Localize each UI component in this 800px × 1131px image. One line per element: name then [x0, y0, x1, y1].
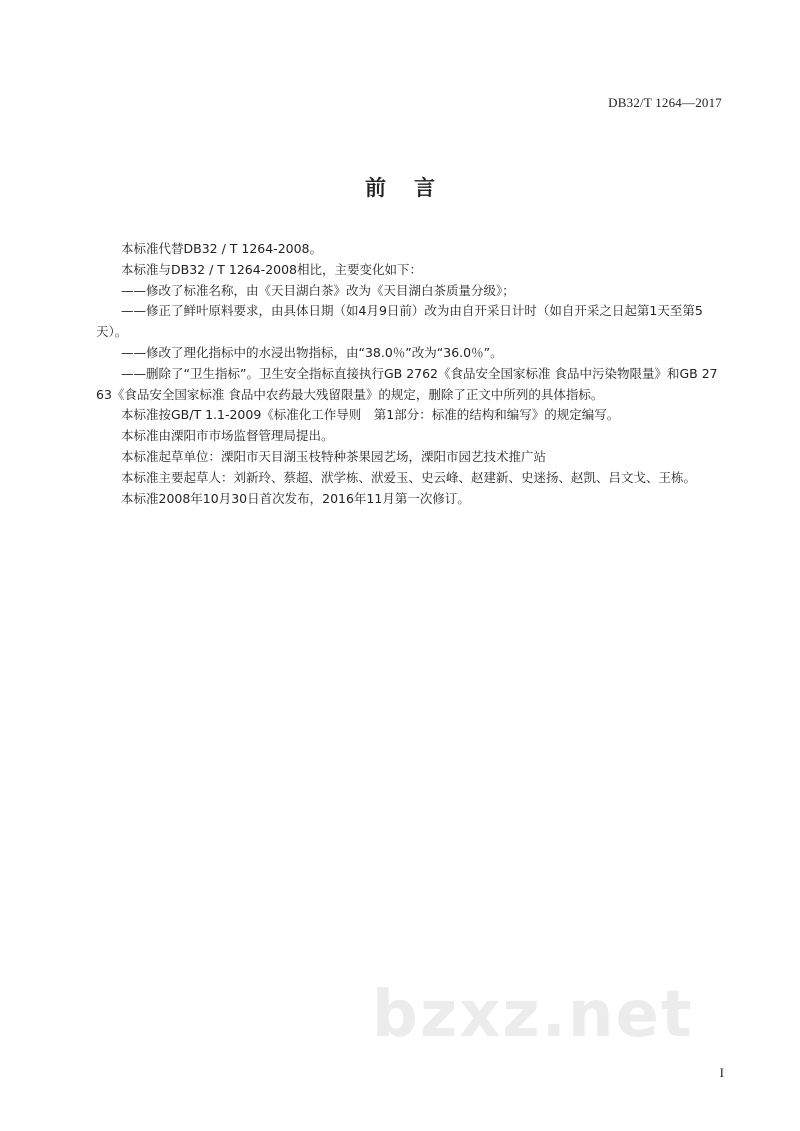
paragraph: 本标准按GB/T 1.1-2009《标准化工作导则 第1部分：标准的结构和编写》的规定编写。	[121, 407, 620, 423]
paragraph: ——修正了鲜叶原料要求，由具体日期（如4月9日前）改为由自开采日计时（如自开采之日起第1天至第5天）。	[96, 303, 703, 340]
paragraph: 本标准代替DB32 / T 1264-2008。	[121, 241, 323, 256]
paragraph: ——删除了“卫生指标”。卫生安全指标直接执行GB 2762《食品安全国家标准 食品中污染物限量》和GB 2763《食品安全国家标准 食品中农药最大残留限量》的规定，删除了正文中所列的具体指标。	[96, 365, 718, 402]
watermark: bzxz.net	[372, 978, 694, 1052]
paragraph: 本标准2008年10月30日首次发布，2016年11月第一次修订。	[121, 490, 470, 506]
paragraph: 本标准起草单位：溧阳市天目湖玉枝特种茶果园艺场，溧阳市园艺技术推广站	[121, 448, 547, 464]
foreword-body	[96, 239, 724, 509]
page-number: I	[719, 1065, 724, 1080]
paragraph: ——修改了标准名称，由《天目湖白茶》改为《天目湖白茶质量分级》；	[121, 282, 515, 298]
paragraph: 本标准由溧阳市市场监督管理局提出。	[121, 428, 334, 444]
document-code: DB32/T 1264—2017	[608, 95, 722, 110]
paragraph: 本标准与DB32 / T 1264-2008相比，主要变化如下：	[121, 261, 423, 277]
paragraph: 本标准主要起草人：刘新玲、蔡超、洑学栋、洑爱玉、史云峰、赵建新、史迷扬、赵凯、吕文戈、王栋。	[121, 469, 697, 485]
paragraph: ——修改了理化指标中的水浸出物指标，由“38.0％”改为“36.0％”。	[121, 344, 503, 360]
page-title: 前言	[365, 176, 463, 200]
